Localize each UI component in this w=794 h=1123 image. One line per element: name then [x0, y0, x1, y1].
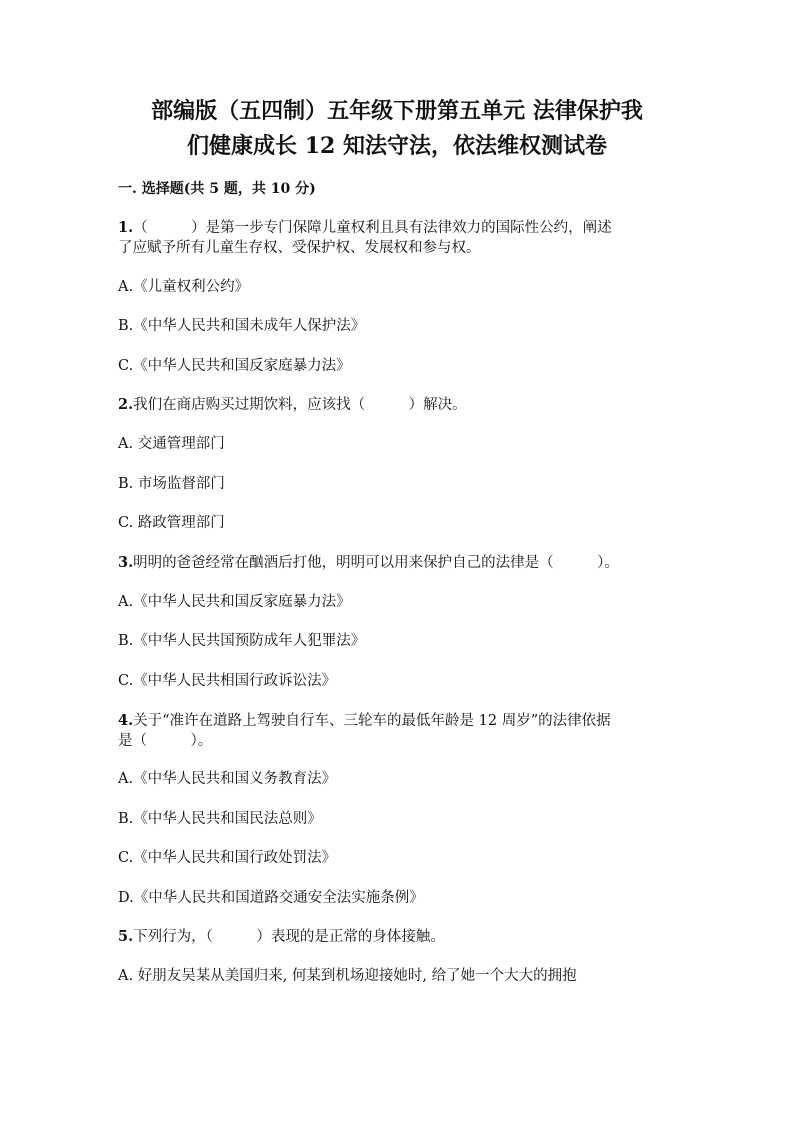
- option-4b: B.《中华人民共和国民法总则》: [118, 811, 322, 827]
- option-2b: B. 市场监督部门: [118, 476, 225, 492]
- question-text: 下列行为，（ ）表现的是正常的身体接触。: [133, 929, 445, 945]
- option-4a: A.《中华人民共和国义务教育法》: [118, 771, 337, 787]
- document-title-line-2: 们健康成长 12 知法守法，依法维权测试卷: [187, 133, 607, 159]
- question-4-line-1: [118, 711, 688, 731]
- section-heading: 一. 选择题(共 5 题，共 10 分): [118, 181, 316, 197]
- option-2c: C. 路政管理部门: [118, 515, 225, 531]
- option-5a: A. 好朋友吴某从美国归来, 何某到机场迎接她时, 给了她一个大大的拥抱: [118, 968, 577, 984]
- question-2: [118, 395, 688, 415]
- question-number: 2.: [118, 396, 134, 413]
- question-number: 3.: [118, 554, 134, 571]
- question-text: （ ）是第一步专门保障儿童权利且具有法律效力的国际性公约，阐述: [133, 220, 612, 236]
- option-4c: C.《中华人民共和国行政处罚法》: [118, 850, 337, 866]
- question-number: 4.: [118, 712, 134, 729]
- option-3a: A.《中华人民共和国反家庭暴力法》: [118, 594, 351, 610]
- option-3b: B.《中华人民共国预防成年人犯罪法》: [118, 633, 366, 649]
- option-4d: D.《中华人民共和国道路交通安全法实施条例》: [118, 890, 424, 906]
- option-1c: C.《中华人民共和国反家庭暴力法》: [118, 358, 351, 374]
- question-number: 1.: [118, 219, 134, 236]
- option-3c: C.《中华人民共相国行政诉讼法》: [118, 673, 337, 689]
- document-title-line-1: 部编版（五四制）五年级下册第五单元 法律保护我: [151, 98, 643, 124]
- option-1b: B.《中华人民共和国未成年人保护法》: [118, 318, 366, 334]
- question-text: 关于“准许在道路上驾驶自行车、三轮车的最低年龄是 12 周岁”的法律依据: [133, 713, 611, 729]
- question-1-line-2: 了应赋予所有儿童生存权、受保护权、发展权和参与权。: [118, 240, 481, 256]
- question-5: [118, 927, 688, 947]
- question-1-line-1: [118, 218, 688, 238]
- option-1a: A.《儿童权利公约》: [118, 279, 250, 295]
- question-4-line-2: 是（ ）。: [118, 733, 213, 749]
- question-text: 我们在商店购买过期饮料，应该找（ ）解决。: [133, 397, 467, 413]
- question-3: [118, 553, 688, 573]
- question-number: 5.: [118, 928, 134, 945]
- question-text: 明明的爸爸经常在酗酒后打他，明明可以用来保护自己的法律是（ ）。: [133, 555, 619, 571]
- option-2a: A. 交通管理部门: [118, 436, 225, 452]
